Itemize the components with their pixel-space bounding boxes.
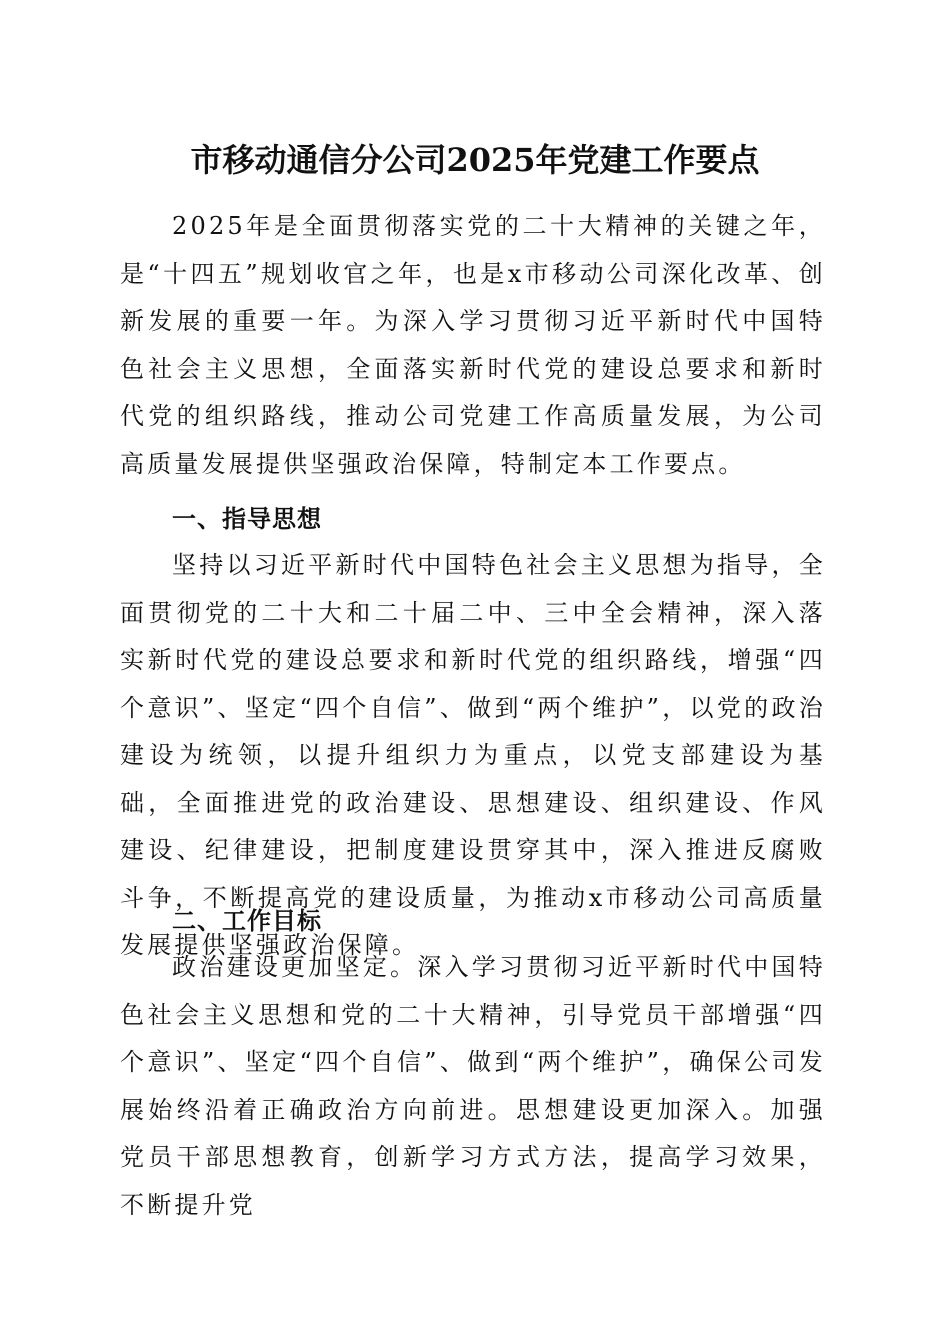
section-heading-guiding-ideology: 一、指导思想 [172,505,322,533]
section-body-work-goals: 政治建设更加坚定。深入学习贯彻习近平新时代中国特色社会主义思想和党的二十大精神，引导党员干部增强“四个意识”、坚定“四个自信”、做到“两个维护”，确保公司发展始终沿着正确政治方向前进。思想建设更加深入。加强党员干部思想教育，创新学习方式方法，提高学习效果，不断提升党 [120,953,826,1219]
section-heading-work-goals: 二、工作目标 [172,907,322,935]
document-title: 市移动通信分公司2025年党建工作要点 [190,141,760,179]
section-body-guiding-ideology: 坚持以习近平新时代中国特色社会主义思想为指导，全面贯彻党的二十大和二十届二中、三中全会精神，深入落实新时代党的建设总要求和新时代党的组织路线，增强“四个意识”、坚定“四个自信”、做到“两个维护”，以党的政治建设为统领，以提升组织力为重点，以党支部建设为基础，全面推进党的政治建设、思想建设、组织建设、作风建设、纪律建设，把制度建设贯穿其中，深入推进反腐败斗争，不断提高党的建设质量，为推动x市移动公司高质量发展提供坚强政治保障。 [120,551,826,959]
intro-paragraph: 2025年是全面贯彻落实党的二十大精神的关键之年，是“十四五”规划收官之年，也是x市移动公司深化改革、创新发展的重要一年。为深入学习贯彻习近平新时代中国特色社会主义思想，全面落实新时代党的建设总要求和新时代党的组织路线，推动公司党建工作高质量发展，为公司高质量发展提供坚强政治保障，特制定本工作要点。 [120,212,826,478]
